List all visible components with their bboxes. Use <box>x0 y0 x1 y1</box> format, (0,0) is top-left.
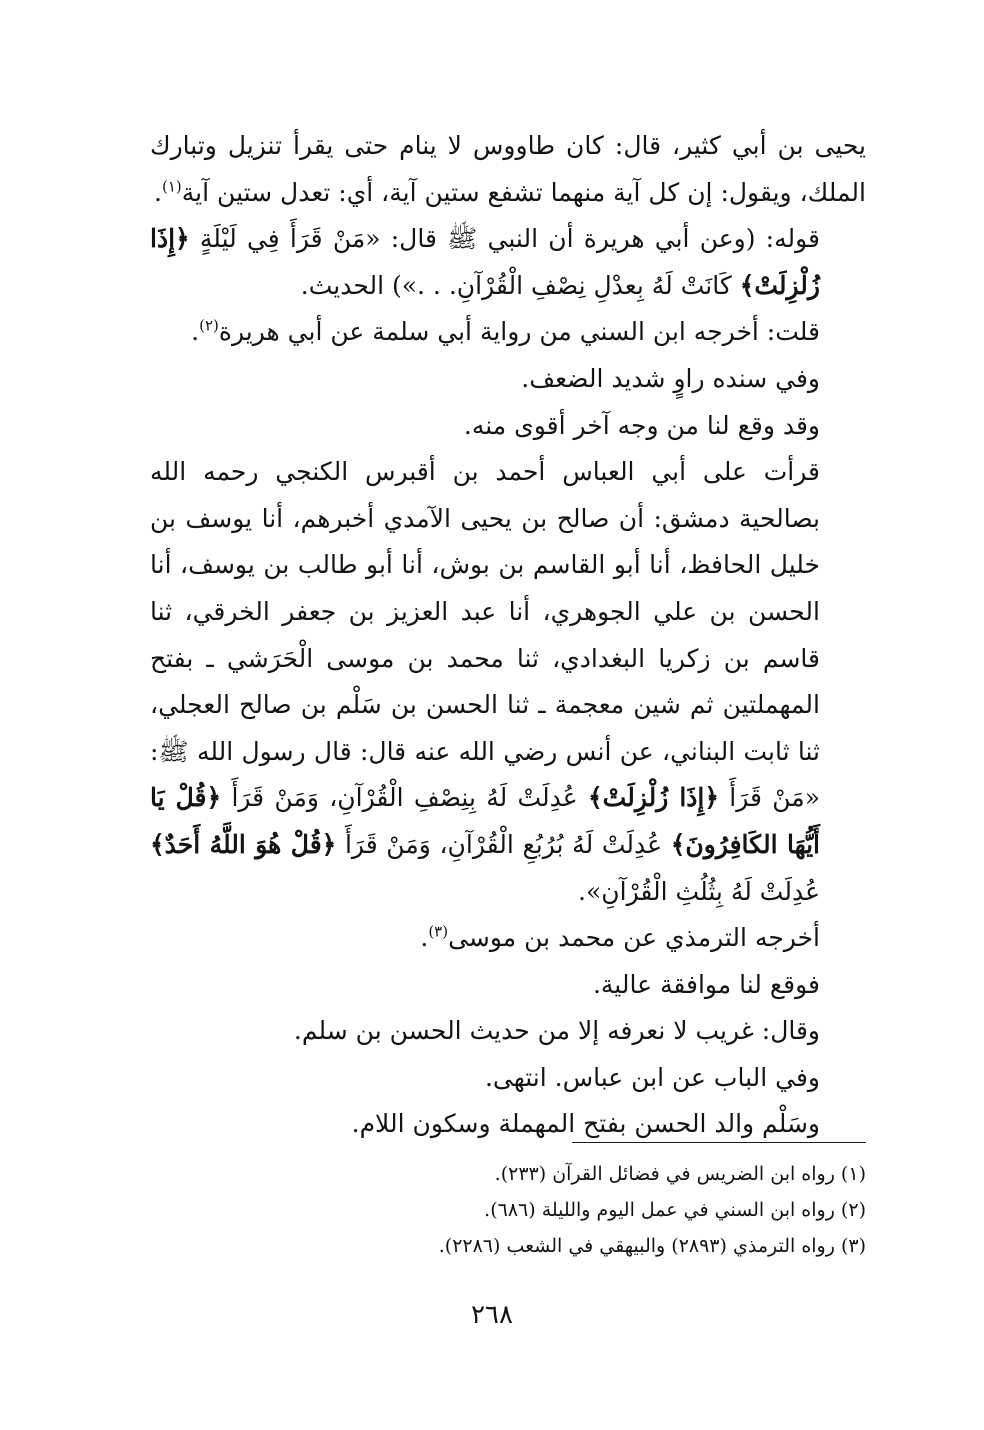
paragraph-11: وسَلْم والد الحسن بفتح المهملة وسكون اللام. <box>351 1109 820 1139</box>
paragraph-6-text-a: قرأت على أبي العباس أحمد بن أقبرس الكنجي رحمه الله بصالحية دمشق: أن صالح بن يحيى الآمدي أخبرهم، أنا يوسف بن خليل الحافظ، أنا أبو القاسم بن بوش، أنا أبو طالب بن يوسف، أنا الحسن بن علي الجوهري، أنا عبد العزيز بن جعفر الخرقي، ثنا قاسم بن زكريا البغدادي، ثنا محمد بن موسى الْحَرَشي ـ بفتح المهملتين ثم شين معجمة ـ ثنا الحسن بن سَلْم بن صالح العجلي، ثنا ثابت البناني، عن أنس رضي الله عنه قال: قال رسول الله ﷺ: «مَنْ قَرَأَ <box>150 457 820 813</box>
paragraph-4: وفي سنده راوٍ شديد الضعف. <box>521 363 820 393</box>
page-number: ٢٦٨ <box>471 1300 513 1330</box>
paragraph-10: وفي الباب عن ابن عباس. انتهى. <box>484 1062 820 1092</box>
quran-verse-ikhlas: ﴿قُلْ هُوَ اللَّهُ أَحَدٌ﴾ <box>150 829 337 859</box>
paragraph-1 <box>150 123 866 216</box>
main-text <box>150 123 866 1148</box>
footnote-ref-3: (٣) <box>428 922 449 941</box>
footnote-1: (١) رواه ابن الضريس في فضائل القرآن (٢٣٣). <box>494 1163 866 1185</box>
paragraph-5: وقد وقع لنا من وجه آخر أقوى منه. <box>463 410 820 440</box>
footnotes <box>150 1156 866 1264</box>
quran-verse-kafirun: ﴿قُلْ يَا أَيُّهَا الكَافِرُونَ﴾ <box>150 783 821 859</box>
paragraph-8: فوقع لنا موافقة عالية. <box>592 969 820 999</box>
paragraph-3 <box>150 309 866 356</box>
paragraph-6-text-c: عُدِلَتْ لَهُ بُرُبُعِ الْقُرْآنِ، وَمَنْ قَرَأَ <box>336 829 671 859</box>
paragraph-6-text-d: عُدِلَتْ لَهُ بِثُلُثِ الْقُرْآنِ». <box>578 876 820 906</box>
footnote-2: (٢) رواه ابن السني في عمل اليوم والليلة (٦٨٦). <box>484 1199 866 1221</box>
footnote-ref-2: (٢) <box>199 317 219 336</box>
paragraph-7-text: أخرجه الترمذي عن محمد بن موسى <box>448 923 820 953</box>
paragraph-1-end: . <box>154 177 162 207</box>
paragraph-3-end: . <box>191 317 200 347</box>
quran-verse-zalzalah-2: ﴿إِذَا زُلْزِلَتْ﴾ <box>588 783 720 813</box>
paragraph-1-text: يحيى بن أبي كثير، قال: كان طاووس لا ينام حتى يقرأ تنزيل وتبارك الملك، ويقول: إن كل آية منهما تشفع ستين آية، أي: تعدل ستين آية <box>150 131 866 207</box>
paragraph-2-text-b: كَانَتْ لَهُ بِعدْلِ نِصْفِ الْقُرْآنِ. . .») الحديث. <box>300 270 740 300</box>
paragraph-2-text-a: قوله: (وعن أبي هريرة أن النبي ﷺ قال: «مَنْ قَرَأَ فِي لَيْلَةٍ <box>189 224 820 254</box>
paragraph-9: وقال: غريب لا نعرفه إلا من حديث الحسن بن سلم. <box>293 1016 820 1046</box>
paragraph-3-text: قلت: أخرجه ابن السني من رواية أبي سلمة عن أبي هريرة <box>218 317 820 347</box>
footnote-3: (٣) رواه الترمذي (٢٨٩٣) والبيهقي في الشعب (٢٢٨٦). <box>438 1235 866 1257</box>
paragraph-6 <box>150 449 866 915</box>
paragraph-2 <box>150 216 866 309</box>
paragraph-7 <box>150 915 866 962</box>
paragraph-7-end: . <box>420 923 429 953</box>
paragraph-6-text-b: عُدِلَتْ لَهُ بِنِصْفِ الْقُرْآنِ، وَمَنْ قَرَأَ <box>221 783 588 813</box>
quran-verse-zalzalah: ﴿إِذَا زُلْزِلَتْ﴾ <box>150 224 820 300</box>
footnote-ref-1: (١) <box>162 177 182 196</box>
footnote-divider <box>572 1142 866 1143</box>
